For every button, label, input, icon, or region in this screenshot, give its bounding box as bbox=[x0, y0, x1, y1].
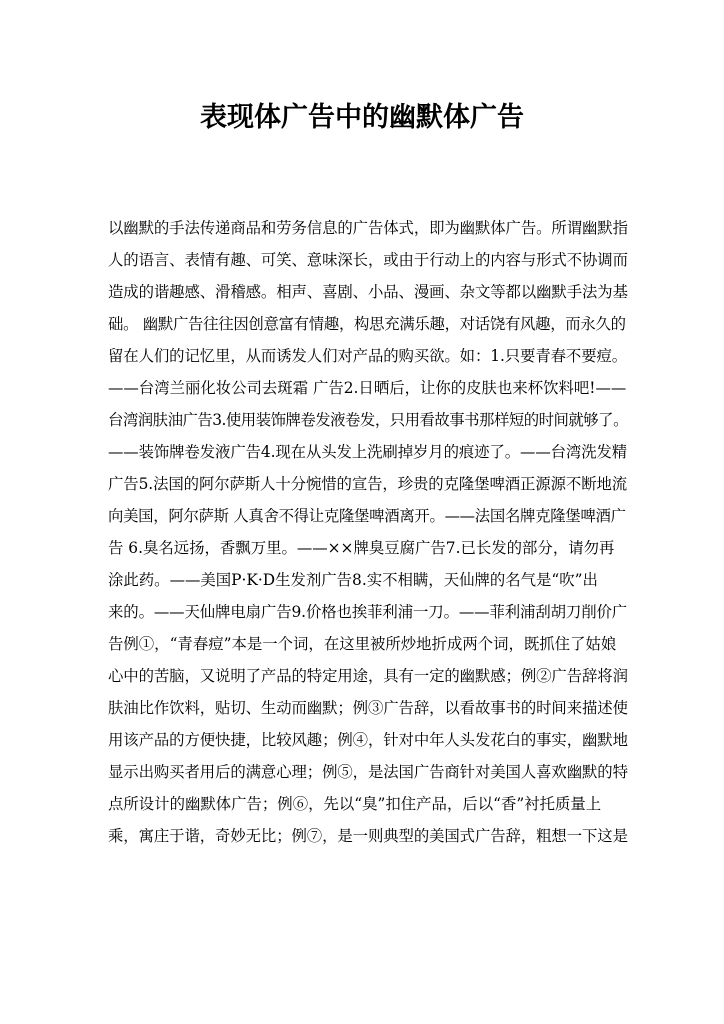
text-line: ——装饰牌卷发液广告4.现在从头发上洗刷掉岁月的痕迹了。——台湾洗发精 bbox=[108, 443, 628, 461]
text-line: 留在人们的记忆里，从而诱发人们对产品的购买欲。如：1.只要青春不要痘。 bbox=[108, 347, 628, 365]
text-line: 向美国，阿尔萨斯 人真舍不得让克隆堡啤酒离开。——法国名牌克隆堡啤酒广 bbox=[108, 507, 626, 525]
text-line: 础。 幽默广告往往因创意富有情趣，构思充满乐趣，对话饶有风趣，而永久的 bbox=[108, 315, 626, 333]
text-line: 涂此药。——美国P·K·D生发剂广告8.实不相瞒，天仙牌的名气是“吹”出 bbox=[108, 571, 598, 589]
text-line: 用该产品的方便快捷，比较风趣；例④，针对中年人头发花白的事实，幽默地 bbox=[108, 731, 628, 749]
body-paragraph bbox=[108, 212, 628, 852]
text-line: 告 6.臭名远扬，香飘万里。——××牌臭豆腐广告7.已长发的部分，请勿再 bbox=[108, 539, 615, 557]
text-line: 广告5.法国的阿尔萨斯人十分惋惜的宣告，珍贵的克隆堡啤酒正源源不断地流 bbox=[108, 475, 628, 493]
text-line: 心中的苦脑，又说明了产品的特定用途，具有一定的幽默感；例②广告辞将润 bbox=[108, 667, 628, 685]
text-line: 以幽默的手法传递商品和劳务信息的广告体式，即为幽默体广告。所谓幽默指 bbox=[108, 219, 628, 237]
text-line: 造成的谐趣感、滑稽感。相声、喜剧、小品、漫画、杂文等都以幽默手法为基 bbox=[108, 283, 628, 301]
document-title: 表现体广告中的幽默体广告 bbox=[200, 102, 524, 133]
text-line: 显示出购买者用后的满意心理；例⑤，是法国广告商针对美国人喜欢幽默的特 bbox=[108, 763, 628, 781]
text-line: 人的语言、表情有趣、可笑、意味深长，或由于行动上的内容与形式不协调而 bbox=[108, 251, 628, 269]
text-line: 乘，寓庄于谐，奇妙无比；例⑦，是一则典型的美国式广告辞，粗想一下这是 bbox=[108, 827, 628, 845]
text-line: 台湾润肤油广告3.使用装饰牌卷发液卷发，只用看故事书那样短的时间就够了。 bbox=[108, 411, 628, 429]
text-line: ——台湾兰丽化妆公司去斑霜 广告2.日晒后，让你的皮肤也来杯饮料吧!—— bbox=[108, 379, 627, 397]
text-line: 肤油比作饮料，贴切、生动而幽默；例③广告辞，以看故事书的时间来描述使 bbox=[108, 699, 628, 717]
text-line: 点所设计的幽默体广告；例⑥，先以“臭”扣住产品，后以“香”衬托质量上 bbox=[108, 795, 602, 813]
text-line: 来的。——天仙牌电扇广告9.价格也挨菲利浦一刀。——菲利浦刮胡刀削价广 bbox=[108, 603, 628, 621]
text-line: 告例①，“青春痘”本是一个词，在这里被所炒地折成两个词，既抓住了姑娘 bbox=[108, 635, 617, 653]
